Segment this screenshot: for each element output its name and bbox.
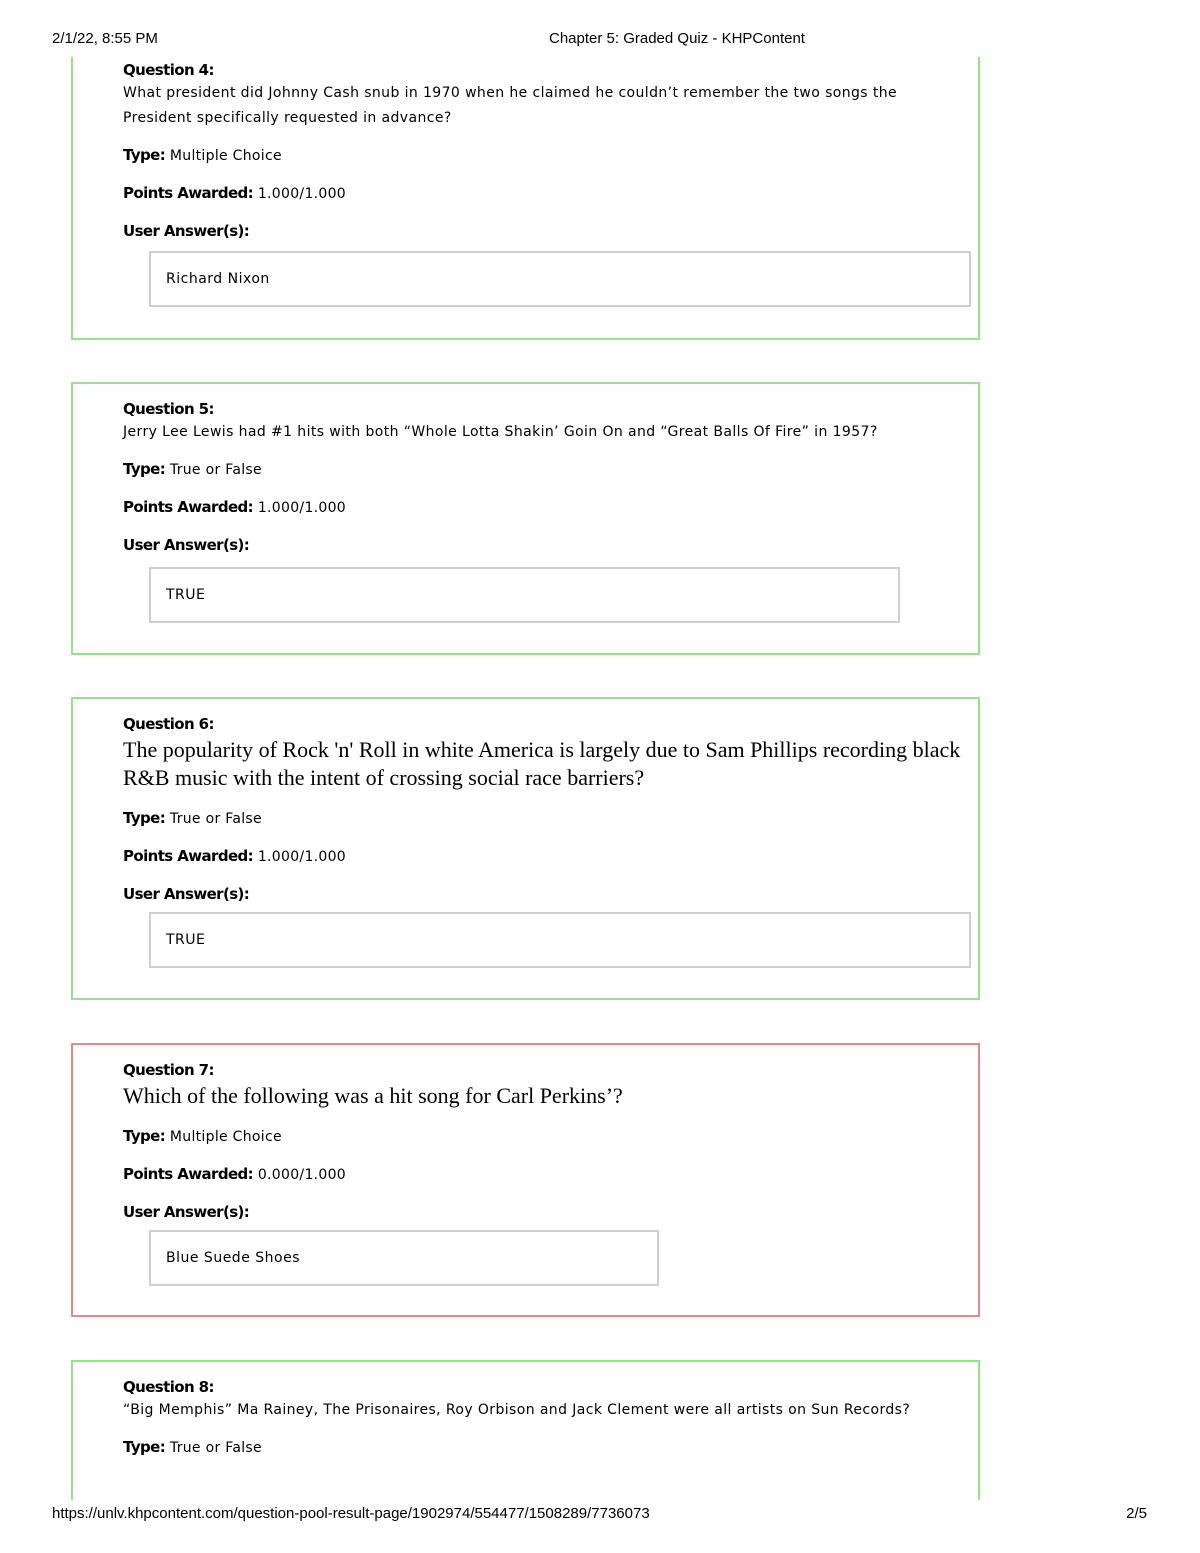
user-answers-row [123, 1202, 964, 1223]
points-awarded-label: Points Awarded: [123, 1165, 254, 1183]
question-type-value: True or False [169, 462, 262, 478]
question-text: The popularity of Rock 'n' Roll in white America is largely due to Sam Phillips recording black R&B music with the intent of crossing social race barriers? [123, 737, 961, 790]
type-label: Type: [123, 146, 166, 164]
page-number: 2/5 [1126, 1505, 1147, 1522]
question-heading: Question 7: [123, 1061, 214, 1079]
user-answers-label: User Answer(s): [123, 536, 250, 554]
print-datetime: 2/1/22, 8:55 PM [52, 30, 158, 47]
type-label: Type: [123, 1438, 166, 1456]
question-text: Which of the following was a hit song for Carl Perkins’? [123, 1083, 623, 1108]
question-type-value: Multiple Choice [169, 148, 282, 164]
print-page-title: Chapter 5: Graded Quiz - KHPContent [549, 30, 805, 47]
user-answers-row [123, 535, 964, 556]
question-type-row [123, 1437, 964, 1458]
user-answer-box: Blue Suede Shoes [149, 1230, 659, 1286]
user-answers-label: User Answer(s): [123, 1203, 250, 1221]
question-text: What president did Johnny Cash snub in 1970 when he claimed he couldn’t remember the two songs the President specifically requested in advance? [123, 85, 898, 126]
points-awarded-value: 1.000/1.000 [257, 186, 347, 202]
user-answers-label: User Answer(s): [123, 885, 250, 903]
user-answer-box: Richard Nixon [149, 251, 971, 307]
points-awarded-value: 1.000/1.000 [257, 500, 347, 516]
user-answers-row [123, 884, 964, 905]
user-answer-box: TRUE [149, 567, 900, 623]
points-awarded-row [123, 1164, 964, 1185]
points-awarded-row [123, 183, 964, 204]
question-type-value: True or False [169, 1440, 262, 1456]
points-awarded-label: Points Awarded: [123, 498, 254, 516]
question-text: “Big Memphis” Ma Rainey, The Prisonaires, Roy Orbison and Jack Clement were all artists on Sun Records? [123, 1402, 911, 1418]
type-label: Type: [123, 1127, 166, 1145]
question-card-5 [71, 382, 980, 655]
question-type-row [123, 459, 964, 480]
type-label: Type: [123, 460, 166, 478]
question-card-4 [71, 57, 980, 340]
question-heading: Question 5: [123, 400, 214, 418]
type-label: Type: [123, 809, 166, 827]
question-type-row [123, 808, 964, 829]
print-header [0, 30, 1200, 50]
user-answers-label: User Answer(s): [123, 222, 250, 240]
question-type-value: True or False [169, 811, 262, 827]
question-heading: Question 4: [123, 61, 214, 79]
points-awarded-value: 0.000/1.000 [257, 1167, 347, 1183]
points-awarded-label: Points Awarded: [123, 184, 254, 202]
question-heading: Question 8: [123, 1378, 214, 1396]
points-awarded-row [123, 497, 964, 518]
question-heading: Question 6: [123, 715, 214, 733]
question-type-row [123, 145, 964, 166]
points-awarded-row [123, 846, 964, 867]
question-type-value: Multiple Choice [169, 1129, 282, 1145]
question-card-6 [71, 697, 980, 1000]
question-type-row [123, 1126, 964, 1147]
points-awarded-label: Points Awarded: [123, 847, 254, 865]
question-text: Jerry Lee Lewis had #1 hits with both “Whole Lotta Shakin’ Goin On and “Great Balls Of Fire” in 1957? [123, 424, 878, 440]
print-footer [0, 1505, 1200, 1525]
print-url: https://unlv.khpcontent.com/question-pool-result-page/1902974/554477/1508289/7736073 [52, 1505, 650, 1522]
points-awarded-value: 1.000/1.000 [257, 849, 347, 865]
user-answers-row [123, 221, 964, 242]
user-answer-box: TRUE [149, 912, 971, 968]
question-card-8 [71, 1360, 980, 1500]
question-card-7 [71, 1043, 980, 1317]
